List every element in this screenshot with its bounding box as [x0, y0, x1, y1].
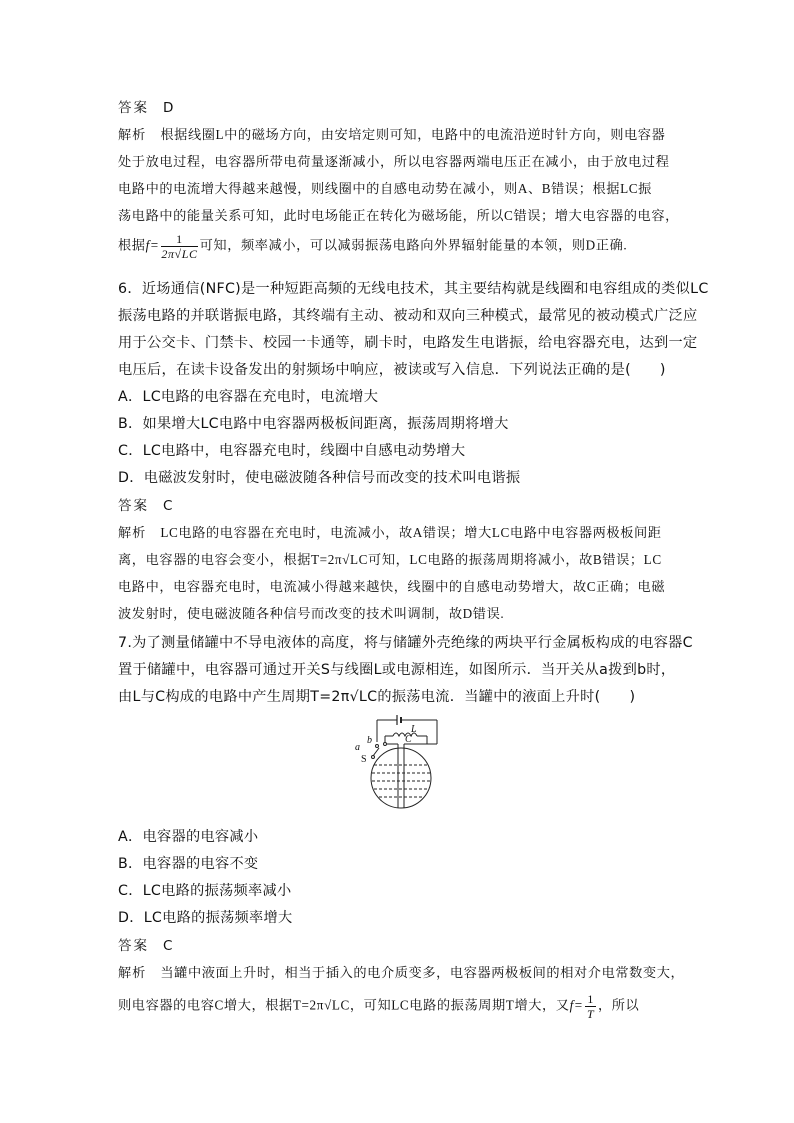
question-6-line: 用于公交卡、门禁卡、校园一卡通等，刷卡时，电路发生电谐振，给电容器充电，达到一定 [118, 335, 698, 351]
fraction [161, 232, 197, 261]
explanation-line: 离，电容器的电容会变小，根据T=2π√LC可知，LC电路的振荡周期将减小，故B错误；LC [118, 552, 662, 567]
text: 当罐中液面上升时，相当于插入的电介质变多，电容器两极板间的相对介电常数变大， [160, 965, 685, 980]
text: 根据线圈L中的磁场方向，由安培定则可知，电路中的电流沿逆时针方向，则电容器 [160, 127, 666, 142]
fraction-numerator: 1 [161, 232, 197, 247]
question-6-line: 6．近场通信(NFC)是一种短距高频的无线电技术，其主要结构就是线圈和电容组成的类似LC [118, 281, 709, 297]
circuit-figure [353, 712, 449, 812]
answer-line-7 [118, 934, 682, 954]
explanation-label: 解析 [118, 526, 147, 541]
formula: f= [145, 237, 160, 253]
label-L: L [411, 724, 417, 735]
explanation-line: 荡电路中的能量关系可知，此时电场能正在转化为磁场能，所以C错误；增大电容器的电容， [118, 208, 679, 223]
answer-line-5 [118, 96, 682, 116]
option-c: C．LC电路的振荡频率减小 [118, 883, 292, 899]
question-6-line: 振荡电路的并联谐振电路，其终端有主动、被动和双向三种模式，最常见的被动模式广泛应 [118, 308, 698, 324]
explanation-line [118, 962, 685, 981]
explanation-line-formula [118, 232, 682, 261]
option-a: A．电容器的电容减小 [118, 829, 259, 845]
option-a: A．LC电路的电容器在充电时，电流增大 [118, 389, 379, 405]
formula: f= [569, 997, 584, 1013]
explanation-label: 解析 [118, 966, 147, 981]
answer-label: 答案 [118, 498, 149, 514]
explanation-line [118, 522, 682, 541]
fraction [585, 992, 596, 1021]
question-7-line: 置于储罐中，电容器可通过开关S与线圈L或电源相连，如图所示．当开关从a拨到b时， [118, 662, 676, 678]
option-d: D．电磁波发射时，使电磁波随各种信号而改变的技术叫电谐振 [118, 470, 521, 486]
answer-value: D [163, 100, 176, 116]
text: 则电容器的电容C增大，根据T=2π√LC，可知LC电路的振荡周期T增大，又 [118, 997, 570, 1013]
explanation-line [118, 124, 682, 143]
question-7-line: 由L与C构成的电路中产生周期T=2π√LC的振荡电流．当罐中的液面上升时( ) [118, 689, 636, 705]
question-6-line: 电压后，在读卡设备发出的射频场中响应，被读或写入信息．下列说法正确的是( ) [118, 362, 666, 378]
option-b: B．电容器的电容不变 [118, 856, 259, 872]
answer-label: 答案 [118, 938, 149, 954]
fraction-numerator: 1 [587, 992, 594, 1006]
text: 可知，频率减小，可以减弱振荡电路向外界辐射能量的本领，则D正确. [199, 237, 628, 253]
answer-label: 答案 [118, 100, 149, 116]
text: LC电路的电容器在充电时，电流减小，故A错误；增大LC电路中电容器两极板间距 [160, 525, 662, 540]
answer-value: C [163, 938, 175, 954]
fraction-denominator: T [587, 1007, 595, 1021]
explanation-label: 解析 [118, 128, 147, 143]
text: ，所以 [597, 997, 640, 1013]
fraction-denominator: 2π√LC [161, 247, 198, 261]
explanation-line: 波发射时，使电磁波随各种信号而改变的技术叫调制，故D错误. [118, 606, 505, 621]
label-b: b [367, 735, 372, 746]
label-S: S [361, 754, 367, 765]
explanation-line: 电路中，电容器充电时，电流减小得越来越快，线圈中的自感电动势增大，故C正确；电磁 [118, 579, 666, 594]
option-b: B．如果增大LC电路中电容器两极板间距离，振荡周期将增大 [118, 416, 509, 432]
option-d: D．LC电路的振荡频率增大 [118, 910, 293, 926]
label-a: a [355, 742, 360, 753]
text: 根据 [118, 237, 146, 253]
question-7-line: 7.为了测量储罐中不导电液体的高度，将与储罐外壳绝缘的两块平行金属板构成的电容器C [118, 635, 693, 651]
explanation-line: 电路中的电流增大得越来越慢，则线圈中的自感电动势在减小，则A、B错误；根据LC振 [118, 181, 652, 196]
explanation-line-formula [118, 992, 682, 1021]
label-C: C [405, 734, 412, 745]
answer-line-6 [118, 494, 682, 514]
answer-value: C [163, 498, 175, 514]
explanation-line: 处于放电过程，电容器所带电荷量逐渐减小，所以电容器两端电压正在减小，由于放电过程 [118, 154, 670, 169]
option-c: C．LC电路中，电容器充电时，线圈中自感电动势增大 [118, 443, 466, 459]
